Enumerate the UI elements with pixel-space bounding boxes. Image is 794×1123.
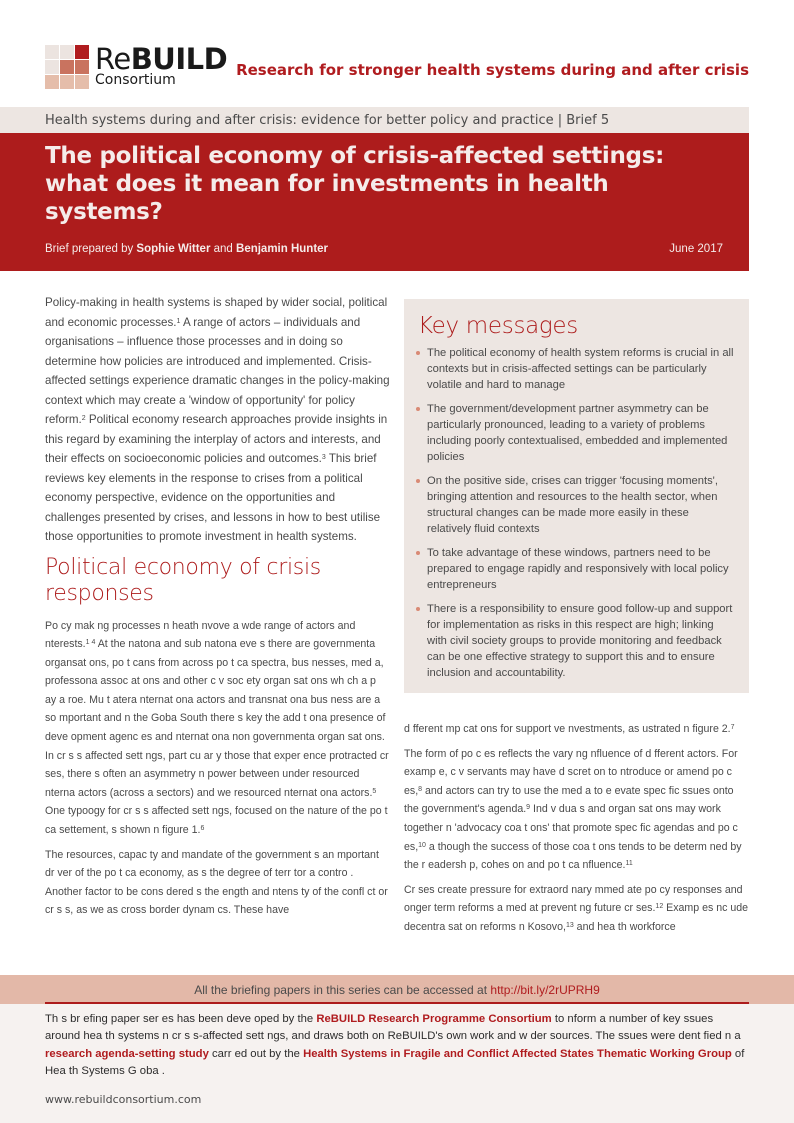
key-message-text: The government/development partner asymmetry can be particularly pronounced, leading to a variety of problems including poorly contextualised, embedded and implemented policies <box>427 403 728 463</box>
text: to nform a number of key ssues around hea th systems n cr s s-affected sett ngs, and draws both on ReBUILD's own work and w der sources. The ssues were dent fied n a <box>45 1013 741 1043</box>
logo-square <box>45 60 59 74</box>
logo-subtitle: Consortium <box>95 72 176 88</box>
series-link-text <box>0 983 794 997</box>
footnote-ref: 9 <box>526 804 531 812</box>
text: All the briefing papers in this series can be accessed at <box>194 983 491 997</box>
key-message-item <box>413 401 735 465</box>
research-agenda-link[interactable]: research agenda-setting study <box>45 1047 209 1060</box>
rebuild-logo <box>45 42 228 89</box>
byline-and: and <box>210 243 237 255</box>
publication-date: June 2017 <box>669 243 723 255</box>
footnote-ref: 8 <box>418 785 423 793</box>
text: Cr ses create pressure for extraord nary mmed ate po cy responses and onger term reforms a med at prevent ng future cr ses. <box>404 883 743 915</box>
tagline: Research for stronger health systems during and after crisis <box>236 61 749 79</box>
footnote-ref: 5 <box>372 787 377 795</box>
logo-square <box>45 75 59 89</box>
footnote-ref: 1 <box>176 317 181 325</box>
bullet-icon <box>416 351 420 355</box>
body-paragraph <box>404 720 749 739</box>
right-column <box>404 720 749 943</box>
text: of Hea th Systems G oba . <box>45 1047 745 1078</box>
key-messages-heading: Key messages <box>418 313 578 339</box>
footnote-ref: 11 <box>625 860 633 868</box>
text: This brief reviews key elements in the response to crises from a political economy perspective, evidence on the opportunities and challenges presented by crises, and lessons in how to best utilise those opportunities to promote investment in health systems. <box>45 452 381 543</box>
section-paragraph <box>45 617 390 840</box>
website-link[interactable]: www.rebuildconsortium.com <box>45 1093 202 1106</box>
footnote-ref: 10 <box>418 841 426 849</box>
footnote-ref: 7 <box>730 724 735 731</box>
footnote-ref: 2 <box>81 415 86 422</box>
author-name: Sophie Witter <box>136 243 211 255</box>
page-title: The political economy of crisis-affected settings: what does it mean for investments in health systems? <box>45 143 665 225</box>
rebuild-consortium-link[interactable]: ReBUILD Research Programme Consortium <box>316 1013 552 1025</box>
section-heading: Political economy of crisis responses <box>45 554 321 606</box>
logo-square <box>60 60 74 74</box>
key-message-text: There is a responsibility to ensure good follow-up and support for implementation as risks in this respect are high; linking with civil society groups to provide monitoring and feedback can be one effective strategy to support this and to ensure inclusion and accountability. <box>427 603 733 679</box>
key-message-item <box>413 345 735 393</box>
text: d fferent mp cat ons for support ve nvestments, as ustrated n figure 2. <box>404 723 731 735</box>
text: and hea th workforce <box>573 920 676 933</box>
section-paragraph: The resources, capac ty and mandate of the government s an mportant dr ver of the po t ca economy, as s the degree of terr tor a contro . Another factor to be cons dered s the ength and ntens ty of the confl ct or cr s s, as we as cross border dynam cs. These have <box>45 848 388 917</box>
text: Ind v dua s and organ sat ons may work together n 'advocacy coa t ons' that promote spec fic agendas and po c es, <box>404 803 738 853</box>
logo-square <box>75 75 89 89</box>
key-message-text: The political economy of health system reforms is crucial in all contexts but in crisis-affected settings can be particularly volatile and hard to manage <box>427 347 734 391</box>
text: a though the success of those coa t ons tends to be determ ned by the r eadersh p, cohes on and po t ca nfluence. <box>404 840 742 872</box>
logo-build: BUILD <box>130 42 228 76</box>
key-message-item <box>413 601 735 681</box>
bullet-icon <box>416 479 420 483</box>
left-column <box>45 293 390 926</box>
text: At the natona and sub natona eve s there are governmenta organsat ons, po t cans from across po t ca spectra, bus nesses, med a, professona assoc at ons and other c v soc ety organ sat ons wh ch a p ay a roe. Mu t atera nternat ona actors and transnat ona bus ness are a so mportant and n the Goba South there s key the add t ona presence of deve opment agenc es and nternat ona non governmenta organ sat ons. In cr s s affected sett ngs, part cu ar y those that exper ence protracted cr ses, there s often an asymmetry n power between under resourced nterna actors (across a sectors) and we resourced nternat ona actors. <box>45 638 389 799</box>
text: The form of po c es reflects the vary ng nfluence of d fferent actors. For examp e, c v servants may have d scret on to ntroduce or amend po c es, <box>404 747 738 797</box>
byline-prefix: Brief prepared by <box>45 243 137 255</box>
key-message-item <box>413 545 735 593</box>
footnote-ref: 13 <box>565 921 574 929</box>
body-paragraph <box>404 745 749 875</box>
footer-paragraph <box>45 1011 751 1081</box>
key-message-text: To take advantage of these windows, partners need to be prepared to engage rapidly and responsively with local policy entrepreneurs <box>427 547 729 591</box>
logo-square <box>60 75 74 89</box>
intro-paragraph <box>45 293 390 547</box>
key-messages-list <box>413 345 735 681</box>
text: Political economy research approaches provide insights in this regard by examining the interplay of actors and interests, and their effects on socioeconomic policies and outcomes. <box>45 413 388 465</box>
text: Examp es nc ude decentra sat on reforms n Kosovo, <box>404 902 749 933</box>
byline <box>45 243 328 255</box>
footnote-ref: 12 <box>655 903 664 911</box>
footnote-ref: 6 <box>200 825 205 833</box>
logo-square <box>60 45 74 59</box>
logo-square <box>45 45 59 59</box>
key-message-text: On the positive side, crises can trigger 'focusing moments', bringing attention and resources to the health sector, when structural changes can be made more easily in these relatively fluid contexts <box>427 475 718 535</box>
footnote-ref: 3 <box>321 454 326 461</box>
key-message-item <box>413 473 735 537</box>
text: Po cy mak ng processes n heath nvove a wde range of actors and nterests. <box>45 619 356 651</box>
text: A range of actors – individuals and organisations – influence those processes and in doing so determine how policies are introduced and implemented. Crisis-affected settings experience dramatic changes in the policy-making context which may create a 'window of opportunity' for policy reform. <box>45 315 390 426</box>
footnote-ref: 1 4 <box>85 639 96 647</box>
body-paragraph <box>404 881 749 937</box>
bullet-icon <box>416 551 420 555</box>
text: Policy-making in health systems is shaped by wider social, political and economic processes. <box>45 296 388 329</box>
text: One typoogy for cr s s affected sett ngs, focused on the nature of the po t ca settement, s shown n figure 1. <box>45 805 388 837</box>
logo-wordmark <box>95 42 228 76</box>
text: and actors can try to use the med a to e evate spec fic ssues onto the government's agenda. <box>404 784 734 816</box>
logo-grid-icon <box>45 45 89 89</box>
text: Th s br efing paper ser es has been deve oped by the <box>45 1013 317 1025</box>
thematic-working-group-link[interactable]: Health Systems in Fragile and Conflict Affected States Thematic Working Group <box>303 1047 732 1060</box>
key-messages-box <box>404 299 749 693</box>
logo-square <box>75 45 89 59</box>
series-label: Health systems during and after crisis: evidence for better policy and practice | Brief 5 <box>45 113 610 128</box>
bullet-icon <box>416 607 420 611</box>
author-name: Benjamin Hunter <box>236 243 329 255</box>
text: carr ed out by the <box>208 1047 304 1060</box>
bullet-icon <box>416 407 420 411</box>
logo-re: Re <box>95 42 131 76</box>
series-link[interactable]: http://bit.ly/2rUPRH9 <box>490 983 600 997</box>
logo-square <box>75 60 89 74</box>
